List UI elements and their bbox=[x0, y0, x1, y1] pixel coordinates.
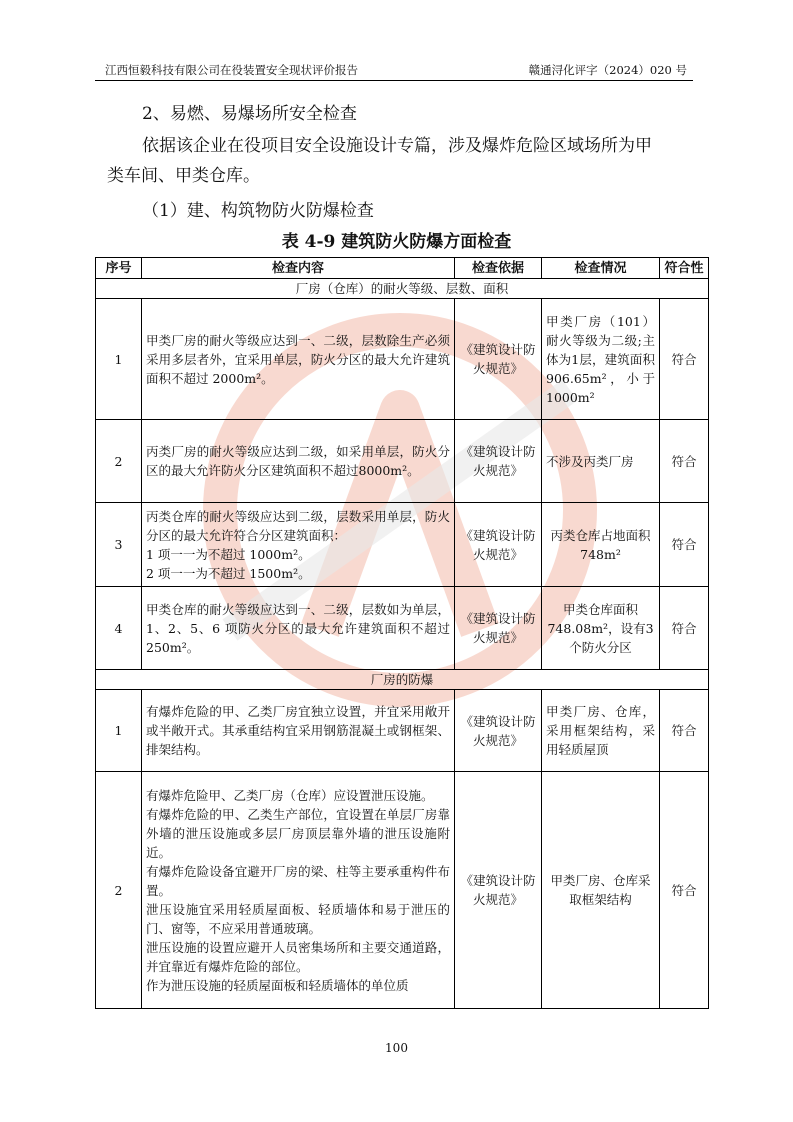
table-row bbox=[96, 772, 709, 1009]
row-basis: 《建筑设计防火规范》 bbox=[455, 420, 542, 503]
row-result: 符合 bbox=[660, 772, 709, 1009]
header-report-number: 赣通浔化评字（2024）020 号 bbox=[528, 63, 687, 77]
row-content: 甲类仓库的耐火等级应达到一、二级，层数如为单层，1、2、5、6 项防火分区的最大允许建筑面积不超过 250m²。 bbox=[142, 587, 455, 670]
subsection-heading: （1）建、构筑物防火防爆检查 bbox=[142, 201, 374, 221]
row-content-line: 丙类仓库的耐火等级应达到二级，层数采用单层，防火分区的最大允许符合分区建筑面积： bbox=[146, 508, 450, 543]
table-header-row bbox=[96, 258, 709, 279]
header-no: 序号 bbox=[96, 258, 142, 279]
table-caption: 表 4-9 建筑防火防爆方面检查 bbox=[281, 232, 512, 252]
fire-explosion-check-table bbox=[95, 257, 709, 1009]
row-no: 3 bbox=[96, 503, 142, 587]
row-content-line: 泄压设施宜采用轻质屋面板、轻质墙体和易于泄压的门、窗等，不应采用普通玻璃。 bbox=[146, 901, 450, 936]
intro-line-1: 依据该企业在役项目安全设施设计专篇，涉及爆炸危险区域场所为甲 bbox=[142, 136, 652, 156]
table-row bbox=[96, 299, 709, 420]
intro-paragraph bbox=[107, 131, 707, 191]
row-basis: 《建筑设计防火规范》 bbox=[455, 690, 542, 772]
row-result: 符合 bbox=[660, 690, 709, 772]
row-basis: 《建筑设计防火规范》 bbox=[455, 503, 542, 587]
header-basis: 检查依据 bbox=[455, 258, 542, 279]
row-content bbox=[142, 503, 455, 587]
row-no: 1 bbox=[96, 690, 142, 772]
row-basis: 《建筑设计防火规范》 bbox=[455, 587, 542, 670]
row-basis: 《建筑设计防火规范》 bbox=[455, 299, 542, 420]
row-content: 有爆炸危险的甲、乙类厂房宜独立设置，并宜采用敞开或半敞开式。其承重结构宜采用钢筋混凝土或钢框架、排架结构。 bbox=[142, 690, 455, 772]
row-no: 1 bbox=[96, 299, 142, 420]
row-status: 不涉及丙类厂房 bbox=[542, 420, 660, 503]
section-title-explosion-protection: 厂房的防爆 bbox=[96, 670, 709, 690]
row-content: 丙类厂房的耐火等级应达到二级，如采用单层，防火分区的最大允许防火分区建筑面积不超过8000m²。 bbox=[142, 420, 455, 503]
row-status: 甲类厂房（101）耐火等级为二级;主体为1层，建筑面积906.65m²，小于1000m² bbox=[542, 299, 660, 420]
section-heading: 2、易燃、易爆场所安全检查 bbox=[142, 104, 357, 124]
row-status: 甲类厂房、仓库采取框架结构 bbox=[542, 772, 660, 1009]
row-no: 4 bbox=[96, 587, 142, 670]
row-content-line: 有爆炸危险设备宜避开厂房的梁、柱等主要承重构件布置。 bbox=[146, 863, 450, 898]
row-content bbox=[142, 772, 455, 1009]
row-content: 甲类厂房的耐火等级应达到一、二级，层数除生产必须采用多层者外，宜采用单层，防火分区的最大允许建筑面积不超过 2000m²。 bbox=[142, 299, 455, 420]
row-content-line: 有爆炸危险甲、乙类厂房（仓库）应设置泄压设施。 bbox=[146, 787, 434, 803]
row-result: 符合 bbox=[660, 299, 709, 420]
row-status: 丙类仓库占地面积 748m² bbox=[542, 503, 660, 587]
row-no: 2 bbox=[96, 772, 142, 1009]
section-title-fire-rating: 厂房（仓库）的耐火等级、层数、面积 bbox=[96, 279, 709, 299]
row-result: 符合 bbox=[660, 587, 709, 670]
intro-line-2: 类车间、甲类仓库。 bbox=[107, 166, 260, 186]
section-row bbox=[96, 670, 709, 690]
row-content-line: 1 项一一为不超过 1000m²。 bbox=[146, 546, 311, 562]
row-no: 2 bbox=[96, 420, 142, 503]
row-result: 符合 bbox=[660, 503, 709, 587]
page-number: 100 bbox=[385, 1041, 408, 1055]
row-content-line: 有爆炸危险的甲、乙类生产部位，宜设置在单层厂房靠外墙的泄压设施或多层厂房顶层靠外墙的泄压设施附近。 bbox=[146, 806, 450, 860]
header-company-report-title: 江西恒毅科技有限公司在役装置安全现状评价报告 bbox=[105, 63, 358, 77]
row-basis: 《建筑设计防火规范》 bbox=[455, 772, 542, 1009]
row-content-line: 作为泄压设施的轻质屋面板和轻质墙体的单位质 bbox=[146, 977, 409, 993]
row-result: 符合 bbox=[660, 420, 709, 503]
row-status: 甲类厂房、仓库，采用框架结构，采用轻质屋顶 bbox=[542, 690, 660, 772]
header-status: 检查情况 bbox=[542, 258, 660, 279]
row-status: 甲类仓库面积748.08m²，设有3 个防火分区 bbox=[542, 587, 660, 670]
table-row bbox=[96, 587, 709, 670]
table-row bbox=[96, 420, 709, 503]
row-content-line: 2 项一一为不超过 1500m²。 bbox=[146, 565, 311, 581]
table-row bbox=[96, 690, 709, 772]
header-result: 符合性 bbox=[660, 258, 709, 279]
header-content: 检查内容 bbox=[142, 258, 455, 279]
table-row bbox=[96, 503, 709, 587]
page-header bbox=[95, 60, 693, 81]
section-row bbox=[96, 279, 709, 299]
row-content-line: 泄压设施的设置应避开人员密集场所和主要交通道路，并宜靠近有爆炸危险的部位。 bbox=[146, 939, 450, 974]
